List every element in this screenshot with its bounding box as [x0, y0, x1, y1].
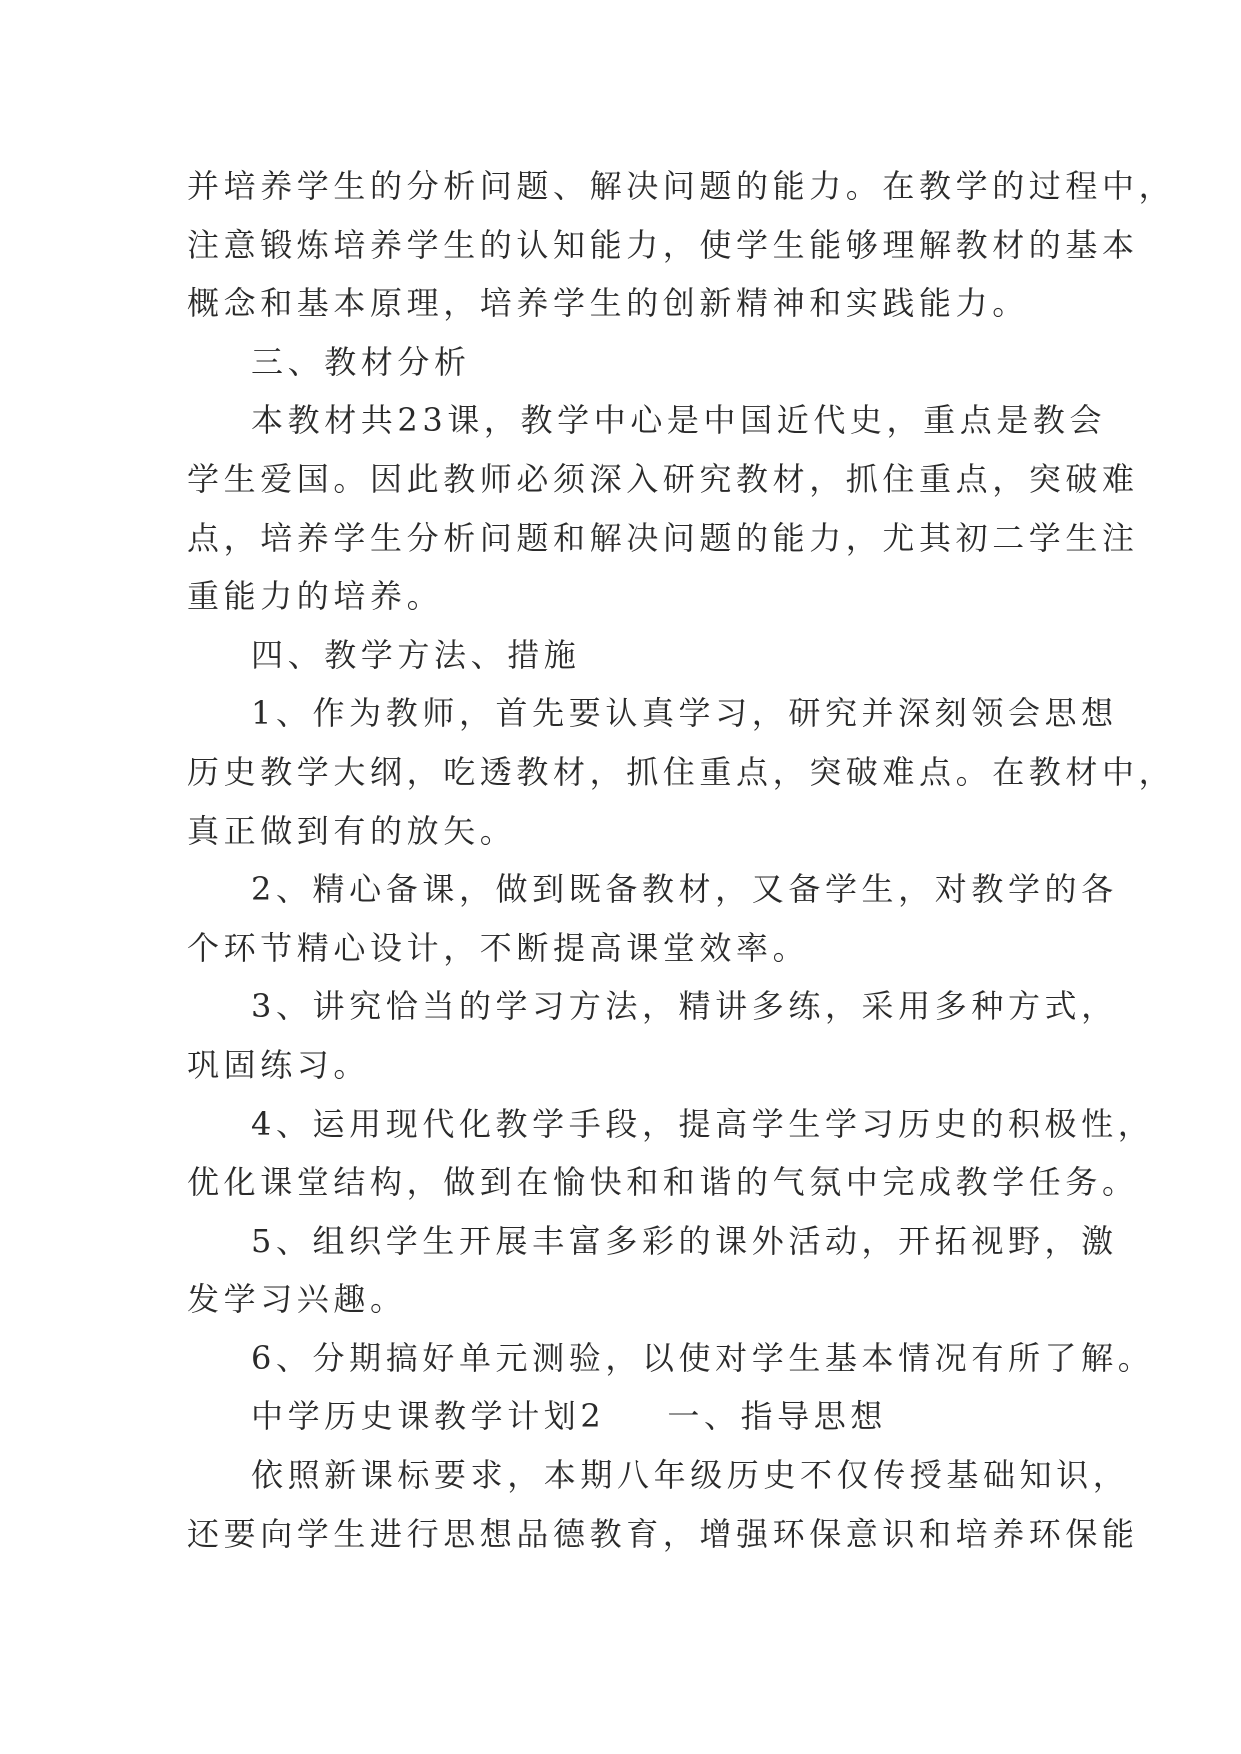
paragraph-line: 5、组织学生开展丰富多彩的课外活动，开拓视野，激 — [251, 1221, 1118, 1260]
paragraph-line: 3、讲究恰当的学习方法，精讲多练，采用多种方式， — [251, 987, 1118, 1026]
paragraph-line: 1、作为教师，首先要认真学习，研究并深刻领会思想 — [251, 694, 1118, 733]
paragraph-line: 4、运用现代化教学手段，提高学生学习历史的积极性， — [251, 1104, 1155, 1143]
paragraph-line: 依照新课标要求，本期八年级历史不仅传授基础知识， — [251, 1456, 1130, 1495]
paragraph-line: 优化课堂结构，做到在愉快和和谐的气氛中完成教学任务。 — [187, 1163, 1139, 1202]
paragraph-line: 注意锻炼培养学生的认知能力，使学生能够理解教材的基本 — [187, 225, 1139, 264]
section-heading: 三、教材分析 — [251, 342, 471, 381]
section-heading: 四、教学方法、措施 — [251, 635, 581, 674]
paragraph-line: 还要向学生进行思想品德教育，增强环保意识和培养环保能 — [187, 1514, 1139, 1553]
paragraph-line: 点，培养学生分析问题和解决问题的能力，尤其初二学生注 — [187, 518, 1139, 557]
paragraph-line: 真正做到有的放矢。 — [187, 811, 517, 850]
document-body — [187, 157, 1176, 1563]
paragraph-line: 重能力的培养。 — [187, 577, 444, 616]
paragraph-line: 概念和基本原理，培养学生的创新精神和实践能力。 — [187, 284, 1029, 323]
paragraph-line: 发学习兴趣。 — [187, 1280, 407, 1319]
paragraph-line: 2、精心备课，做到既备教材，又备学生，对教学的各 — [251, 870, 1118, 909]
plan-heading-line — [187, 1387, 1057, 1446]
paragraph-line: 学生爱国。因此教师必须深入研究教材，抓住重点，突破难 — [187, 459, 1139, 498]
paragraph-line: 个环节精心设计，不断提高课堂效率。 — [187, 928, 810, 967]
paragraph-line: 巩固练习。 — [187, 1045, 371, 1084]
paragraph-line: 本教材共23课，教学中心是中国近代史，重点是教会 — [251, 401, 1107, 440]
paragraph-line: 并培养学生的分析问题、解决问题的能力。在教学的过程中， — [187, 167, 1176, 205]
plan-title: 中学历史课教学计划2 — [251, 1397, 606, 1436]
paragraph-line: 6、分期搞好单元测验，以使对学生基本情况有所了解。 — [251, 1338, 1155, 1377]
paragraph-line: 历史教学大纲，吃透教材，抓住重点，突破难点。在教材中， — [187, 752, 1176, 791]
plan-subheading: 一、指导思想 — [667, 1397, 887, 1436]
